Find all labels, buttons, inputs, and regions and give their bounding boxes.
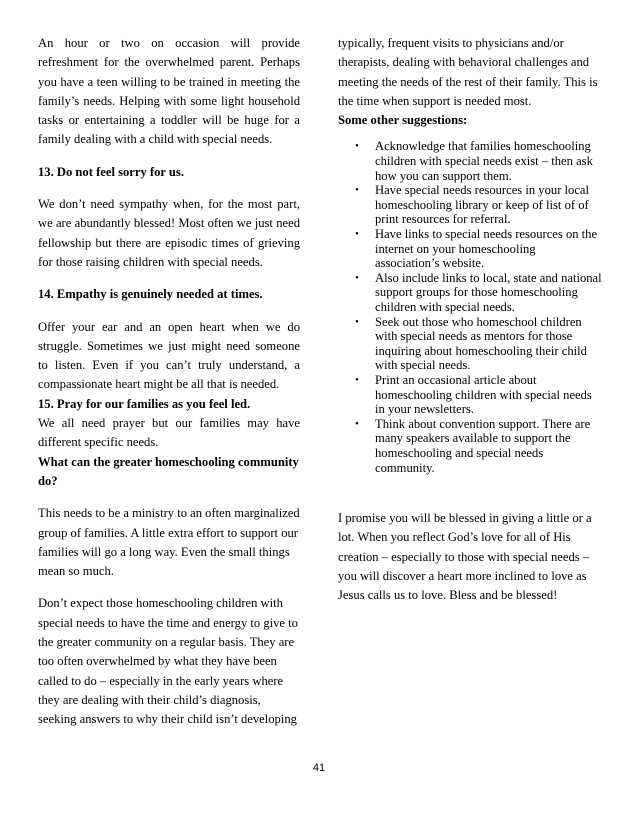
text-line: Jesus calls us to love. Bless and be blessed! xyxy=(338,588,558,603)
bullet-icon: • xyxy=(355,271,359,284)
list-item xyxy=(338,227,602,271)
text-line: I promise you will be blessed in giving a little or a xyxy=(338,511,592,526)
text-line: therapists, dealing with behavioral challenges and xyxy=(338,55,590,70)
bullet-icon: • xyxy=(355,373,359,386)
text-line: typically, frequent visits to physicians and/or xyxy=(338,36,564,50)
suggestions-list xyxy=(338,139,602,475)
paragraph-15: We all need prayer but our families may have different specific needs. xyxy=(38,416,300,450)
left-column xyxy=(38,34,300,730)
text-line: Don’t expect those homeschooling children with xyxy=(38,596,283,611)
list-item xyxy=(338,315,602,373)
list-item-text: Have links to special needs resources on the internet on your homeschooling association’s website. xyxy=(375,227,598,271)
right-column xyxy=(338,34,602,606)
heading-14: 14. Empathy is genuinely needed at times. xyxy=(38,287,263,302)
closing-paragraph xyxy=(338,509,602,605)
page-number: 41 xyxy=(312,762,326,774)
text-line: called to do – especially in the early years where xyxy=(38,673,284,688)
text-line: they are dealing with their child’s diagnosis, xyxy=(38,692,261,707)
paragraph-14: Offer your ear and an open heart when we do struggle. Sometimes we just might need someone to listen. Even if you can’t truly understand, a compassionate heart might be all that is needed. xyxy=(38,319,300,392)
bullet-icon: • xyxy=(355,140,359,153)
intro-paragraph: An hour or two on occasion will provide refreshment for the overwhelmed parent. Perhaps you have a teen willing to be trained in meeting the family’s needs. Helping with some light household tasks or entertaining a toddler will be huge for a family dealing with a child with special needs. xyxy=(38,36,300,147)
text-line: mean so much. xyxy=(38,564,114,579)
text-line: lot. When you reflect God’s love for all of His xyxy=(338,530,571,545)
bullet-icon: • xyxy=(355,315,359,328)
list-item-text: Have special needs resources in your local homeschooling library or keep of list of of print resources for referral. xyxy=(375,183,590,227)
bullet-icon: • xyxy=(355,417,359,430)
list-item xyxy=(338,139,602,183)
suggestions-heading: Some other suggestions: xyxy=(338,113,468,128)
list-item-text: Think about convention support. There are many speakers available to support the homeschooling and special needs community. xyxy=(375,416,591,475)
heading-community: What can the greater homeschooling community do? xyxy=(38,454,299,488)
list-item-text: Also include links to local, state and national support groups for those homeschooling children with special needs. xyxy=(375,270,602,315)
text-line: group of families. A little extra effort to support our xyxy=(38,525,298,540)
text-line: special needs to have the time and energy to give to xyxy=(38,615,298,630)
text-line: the time when support is needed most. xyxy=(338,93,532,108)
list-item-text: Acknowledge that families homeschooling children with special needs exist – then ask how you can support them. xyxy=(375,139,593,183)
heading-13: 13. Do not feel sorry for us. xyxy=(38,164,184,179)
text-line: too often overwhelmed by what they have been xyxy=(38,654,277,669)
list-item-text: Seek out those who homeschool children with special needs as mentors for those inquiring about homeschooling their child with special needs. xyxy=(375,314,587,373)
text-line: creation – especially to those with special needs – xyxy=(338,549,590,564)
list-item-text: Print an occasional article about homeschooling children with special needs in your newsletters. xyxy=(375,372,592,417)
list-item xyxy=(338,183,602,227)
text-line: the greater community on a regular basis. They are xyxy=(38,635,295,650)
paragraph-13: We don’t need sympathy when, for the most part, we are abundantly blessed! Most often we just need fellowship but there are episodic times of grieving for those raising children with special needs. xyxy=(38,197,300,269)
list-item xyxy=(338,417,602,475)
text-line: This needs to be a ministry to an often marginalized xyxy=(38,506,300,521)
text-line: families will go a long way. Even the small things xyxy=(38,544,290,559)
text-line: seeking answers to why their child isn’t developing xyxy=(38,712,297,727)
list-item xyxy=(338,373,602,417)
bullet-icon: • xyxy=(355,228,359,241)
text-line: meeting the needs of the rest of their family. This is xyxy=(338,74,598,89)
expectations-paragraph xyxy=(38,594,300,729)
heading-15: 15. Pray for our families as you feel led. xyxy=(38,396,251,411)
list-item xyxy=(338,271,602,315)
bullet-icon: • xyxy=(355,184,359,197)
continuation-paragraph xyxy=(338,34,602,111)
ministry-paragraph xyxy=(38,504,300,581)
text-line: you will discover a heart more inclined to love as xyxy=(338,569,587,584)
